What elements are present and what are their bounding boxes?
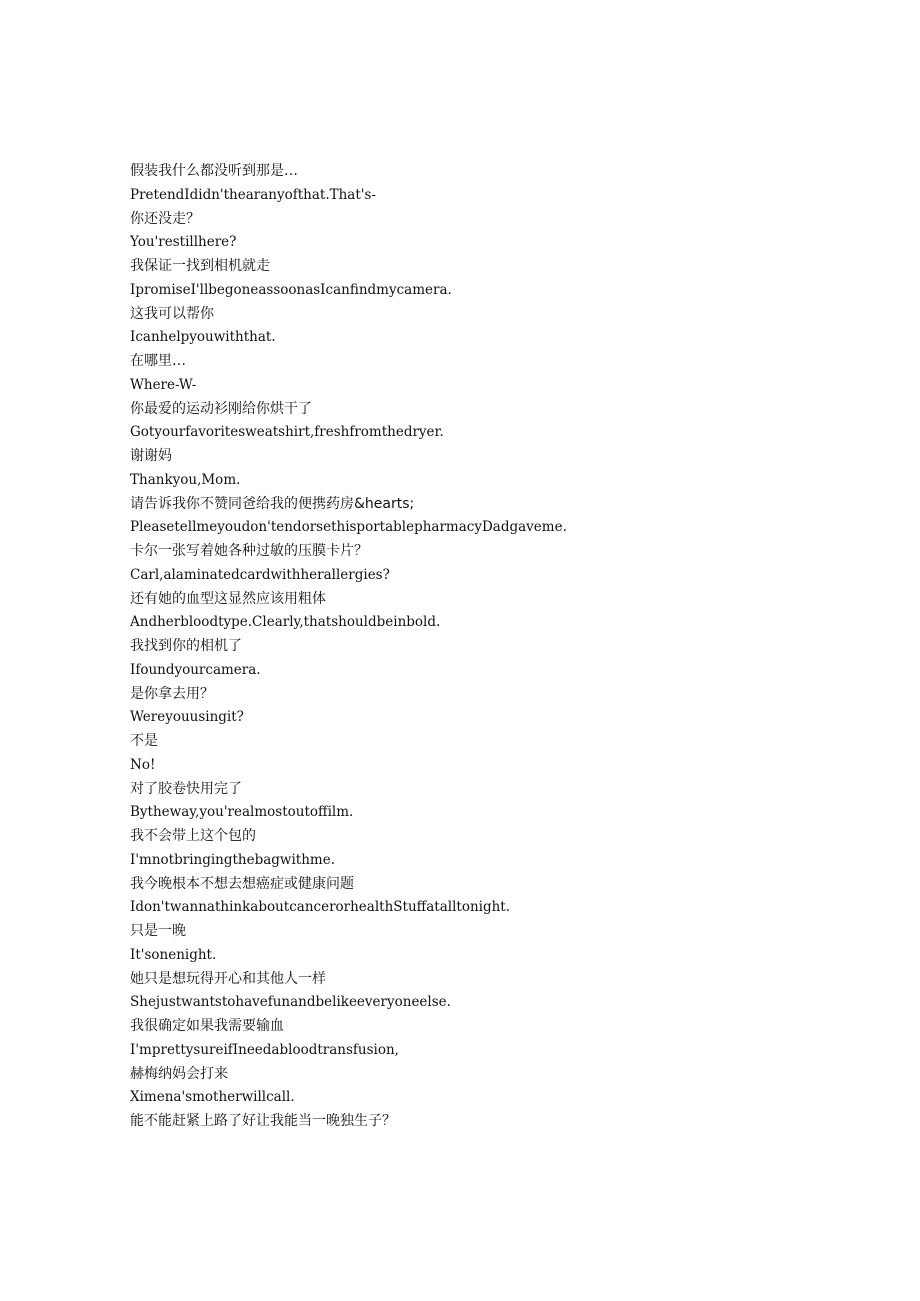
chinese-subtitle-line: 你还没走？ bbox=[130, 210, 200, 227]
english-subtitle-line: Gotyourfavoritesweatshirt,freshfromthedryer. bbox=[130, 424, 444, 441]
chinese-subtitle-line: 不是 bbox=[130, 733, 158, 749]
chinese-subtitle-line: 对了胶卷快用完了 bbox=[130, 780, 242, 797]
english-subtitle-line: Idon'twannathinkaboutcancerorhealthStuffatalltonight. bbox=[130, 899, 511, 916]
english-subtitle-line: Ifoundyourcamera. bbox=[130, 661, 261, 678]
chinese-subtitle-line: 这我可以帮你 bbox=[130, 305, 214, 322]
chinese-subtitle-line: 在哪里… bbox=[130, 353, 186, 369]
english-subtitle-line: PretendIdidn'thearanyofthat.That's- bbox=[130, 186, 376, 203]
english-subtitle-line: Where-W- bbox=[130, 376, 197, 393]
english-subtitle-line: Wereyouusingit? bbox=[130, 709, 244, 726]
chinese-subtitle-line: 谢谢妈 bbox=[130, 448, 172, 464]
english-subtitle-line: I'mprettysureifIneedabloodtransfusion, bbox=[130, 1041, 399, 1058]
chinese-subtitle-line: 我不会带上这个包的 bbox=[130, 828, 256, 844]
chinese-subtitle-line: 请告诉我你不赞同爸给我的便携药房&hearts; bbox=[130, 495, 415, 512]
chinese-subtitle-line: 假装我什么都没听到那是… bbox=[130, 163, 298, 179]
english-subtitle-line: Carl,alaminatedcardwithherallergies? bbox=[130, 566, 390, 583]
english-subtitle-line: Pleasetellmeyoudon'tendorsethisportablepharmacyDadgaveme. bbox=[130, 519, 567, 536]
chinese-subtitle-line: 你最爱的运动衫刚给你烘干了 bbox=[130, 400, 312, 417]
english-subtitle-line: I'mnotbringingthebagwithme. bbox=[130, 851, 336, 868]
english-subtitle-line: You'restillhere? bbox=[130, 234, 237, 251]
english-subtitle-line: IpromiseI'llbegoneassoonasIcanfindmycamera. bbox=[130, 281, 452, 298]
chinese-subtitle-line: 赫梅纳妈会打来 bbox=[130, 1065, 228, 1082]
english-subtitle-line: Ximena'smotherwillcall. bbox=[130, 1089, 295, 1106]
transcript-lines bbox=[130, 160, 830, 1134]
chinese-subtitle-line: 能不能赶紧上路了好让我能当一晚独生子？ bbox=[130, 1113, 396, 1129]
chinese-subtitle-line: 她只是想玩得开心和其他人一样 bbox=[130, 970, 326, 987]
english-subtitle-line: Shejustwantstohavefunandbelikeeveryoneelse. bbox=[130, 994, 451, 1011]
chinese-subtitle-line: 卡尔一张写着她各种过敏的压膜卡片？ bbox=[130, 543, 368, 559]
english-subtitle-line: Andherbloodtype.Clearly,thatshouldbeinbold. bbox=[130, 614, 441, 631]
english-subtitle-line: Bytheway,you'realmostoutoffilm. bbox=[130, 804, 354, 821]
english-subtitle-line: No! bbox=[130, 756, 156, 773]
chinese-subtitle-line: 我今晚根本不想去想癌症或健康问题 bbox=[130, 875, 354, 892]
chinese-subtitle-line: 我保证一找到相机就走 bbox=[130, 258, 270, 274]
english-subtitle-line: Icanhelpyouwiththat. bbox=[130, 329, 276, 346]
chinese-subtitle-line: 我很确定如果我需要输血 bbox=[130, 1018, 284, 1034]
english-subtitle-line: Thankyou,Mom. bbox=[130, 471, 241, 488]
chinese-subtitle-line: 只是一晚 bbox=[130, 923, 186, 939]
chinese-subtitle-line: 还有她的血型这显然应该用粗体 bbox=[130, 590, 326, 607]
chinese-subtitle-line: 是你拿去用？ bbox=[130, 685, 214, 702]
chinese-subtitle-line: 我找到你的相机了 bbox=[130, 638, 242, 654]
english-subtitle-line: It'sonenight. bbox=[130, 946, 217, 963]
